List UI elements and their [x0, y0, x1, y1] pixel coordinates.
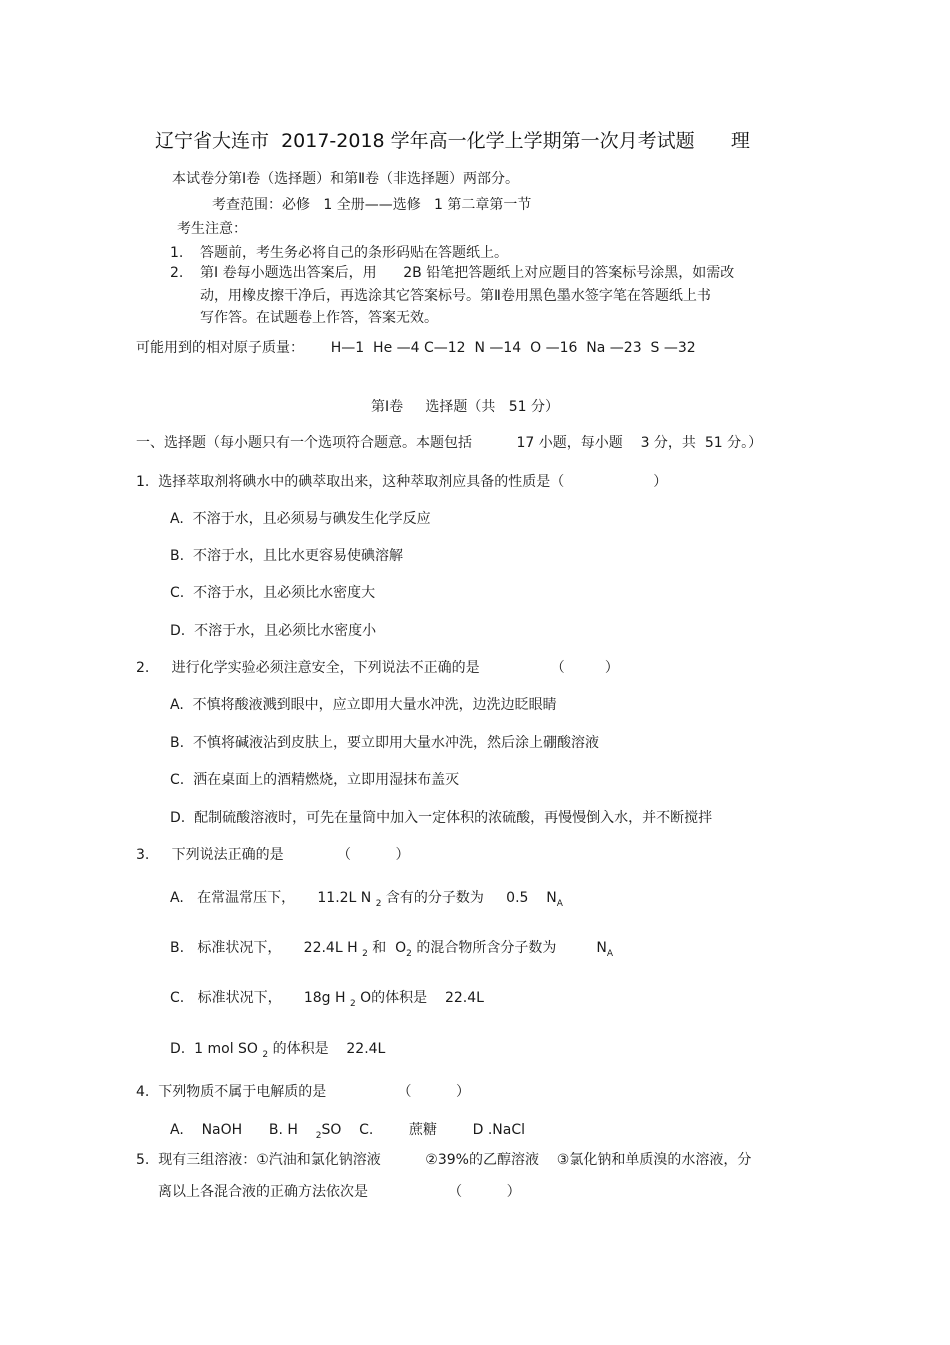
notice-2-continuation: 动，用橡皮擦干净后，再选涂其它答案标号。第Ⅱ卷用黑色墨水签字笔在答题纸上书: [200, 288, 711, 304]
question-3-option-a: [170, 888, 563, 914]
subscript: 2: [375, 899, 382, 909]
question-2-option-d: D. 配制硫酸溶液时，可先在量筒中加入一定体积的浓硫酸，再慢慢倒入水，并不断搅拌: [170, 810, 713, 826]
question-2-option-c: C. 洒在桌面上的酒精燃烧，立即用湿抹布盖灭: [170, 772, 460, 788]
notice-2-number: 2.: [170, 265, 184, 281]
question-1-option-b: B. 不溶于水，且比水更容易使碘溶解: [170, 548, 403, 564]
option-text: O的体积是 22.4L: [355, 990, 484, 1006]
subscript: A: [556, 899, 563, 909]
intro-text: 本试卷分第Ⅰ卷（选择题）和第Ⅱ卷（非选择题）两部分。: [172, 171, 520, 187]
page-title: 辽宁省大连市 2017-2018 学年高一化学上学期第一次月考试题 理: [155, 130, 750, 152]
section-heading: 第Ⅰ卷 选择题（共 51 分）: [371, 399, 559, 415]
notice-2-text: 第Ⅰ 卷每小题选出答案后，用 2B 铅笔把答题纸上对应题目的答案标号涂黑，如需改: [200, 265, 735, 281]
question-1-option-c: C. 不溶于水，且必须比水密度大: [170, 585, 376, 601]
option-text: B. 标准状况下， 22.4L H: [170, 940, 363, 956]
question-1-option-d: D. 不溶于水，且必须比水密度小: [170, 623, 377, 639]
option-text: A. 在常温常压下， 11.2L N: [170, 890, 376, 906]
notice-1-number: 1.: [170, 245, 184, 261]
option-text: SO C. 蔗糖 D .NaCl: [321, 1122, 525, 1138]
option-text: 和 O: [367, 940, 407, 956]
question-4-stem: 4. 下列物质不属于电解质的是 （ ）: [136, 1084, 470, 1100]
question-3-option-d: [170, 1039, 385, 1065]
notice-header: 考生注意：: [177, 221, 247, 237]
question-1-stem: 1. 选择萃取剂将碘水中的碘萃取出来，这种萃取剂应具备的性质是（ ）: [136, 474, 668, 490]
question-5-continuation: 离以上各混合液的正确方法依次是 （ ）: [158, 1184, 521, 1200]
question-3-option-b: [170, 938, 613, 964]
option-text: D. 1 mol SO: [170, 1041, 263, 1057]
question-2-option-b: B. 不慎将碱液沾到皮肤上，要立即用大量水冲洗，然后涂上硼酸溶液: [170, 735, 599, 751]
option-text: 含有的分子数为 0.5 N: [381, 890, 557, 906]
question-4-options: [170, 1120, 525, 1146]
subscript: 2: [406, 949, 412, 959]
notice-2-continuation: 写作答。在试题卷上作答，答案无效。: [200, 310, 438, 326]
subscript: 2: [262, 1050, 269, 1060]
question-3-stem: 3. 下列说法正确的是 （ ）: [136, 847, 410, 863]
option-text: 的体积是 22.4L: [268, 1041, 386, 1057]
subscript: 2: [362, 949, 368, 959]
subscript: 2: [349, 999, 356, 1009]
question-2-stem: 2. 进行化学实验必须注意安全，下列说法不正确的是 （ ）: [136, 660, 619, 676]
option-text: 的混合物所含分子数为 N: [411, 940, 607, 956]
option-text: C. 标准状况下， 18g H: [170, 990, 350, 1006]
question-1-option-a: A. 不溶于水，且必须易与碘发生化学反应: [170, 511, 431, 527]
question-3-option-c: [170, 988, 484, 1014]
subscript: 2: [315, 1131, 322, 1141]
subscript: A: [606, 949, 614, 959]
option-text: A. NaOH B. H: [170, 1122, 316, 1138]
question-5-stem: 5. 现有三组溶液：①汽油和氯化钠溶液 ②39%的乙醇溶液 ③氯化钠和单质溴的水溶液，分: [136, 1152, 752, 1168]
notice-1-text: 答题前，考生务必将自己的条形码贴在答题纸上。: [200, 245, 508, 261]
exam-scope: 考查范围：必修 1 全册——选修 1 第二章第一节: [212, 197, 532, 213]
part-one-instructions: 一、选择题（每小题只有一个选项符合题意。本题包括 17 小题，每小题 3 分，共 51 分。）: [136, 435, 763, 451]
question-2-option-a: A. 不慎将酸液溅到眼中，应立即用大量水冲洗，边洗边眨眼睛: [170, 697, 557, 713]
atomic-mass-line: 可能用到的相对原子质量： H—1 He —4 C—12 N —14 O —16 Na —23 S —32: [136, 340, 696, 356]
